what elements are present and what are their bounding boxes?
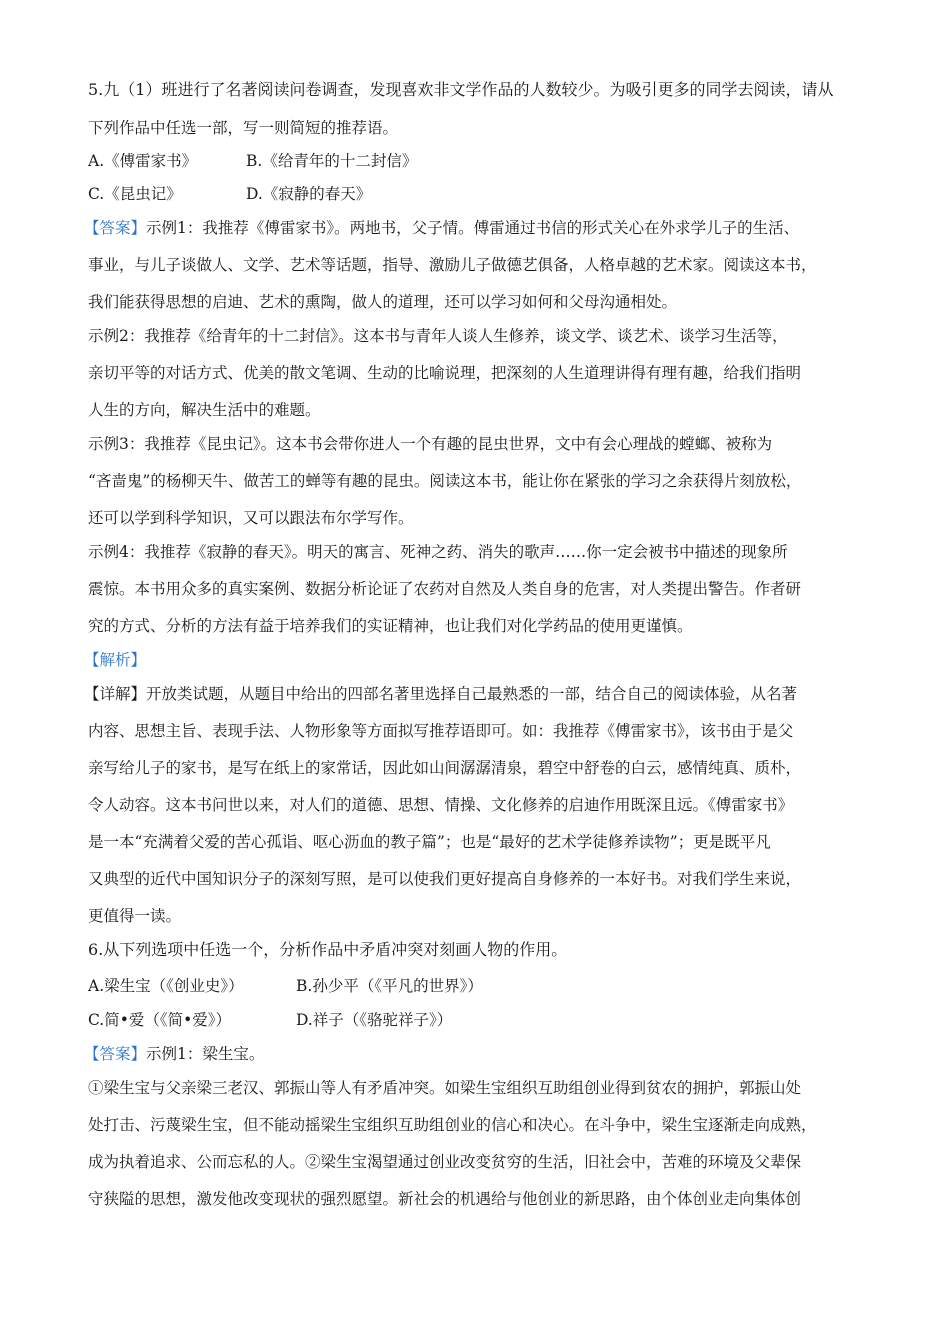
answer-text: 示例1：我推荐《傅雷家书》。两地书，父子情。傅雷通过书信的形式关心在外求学儿子的生活、 — [146, 219, 800, 237]
q5-option-c: C.《昆虫记》 — [88, 185, 182, 203]
q5-example-3-line-2: “吝啬鬼”的杨柳天牛、做苦工的蝉等有趣的昆虫。阅读这本书，能让你在紧张的学习之余获得片刻放松， — [88, 472, 802, 490]
q5-answer-line-3: 我们能获得思想的启迪、艺术的熏陶，做人的道理，还可以学习如何和父母沟通相处。 — [88, 293, 678, 311]
q6-option-b: B.孙少平（《平凡的世界》） — [296, 977, 483, 995]
q6-answer-line-5: 守狭隘的思想，激发他改变现状的强烈愿望。新社会的机遇给与他创业的新思路，由个体创业走向集体创 — [88, 1190, 802, 1208]
q6-options-cd — [88, 1010, 890, 1030]
q5-detail-line-5: 是一本“充满着父爱的苦心孤诣、呕心沥血的教子篇”；也是“最好的艺术学徒修养读物”；更是既平凡 — [88, 833, 771, 851]
q5-stem-line-1: 5.九（1）班进行了名著阅读问卷调查，发现喜欢非文学作品的人数较少。为吸引更多的同学去阅读，请从 — [88, 80, 834, 99]
q5-detail-line-1 — [84, 684, 890, 704]
q6-options-ab — [88, 976, 890, 996]
q5-options-ab — [88, 151, 890, 171]
answer-tag: 【答案】 — [84, 1045, 147, 1063]
q6-option-a: A.梁生宝（《创业史》） — [88, 977, 244, 995]
q6-answer-line-3: 处打击、污蔑梁生宝，但不能动摇梁生宝组织互助组创业的信心和决心。在斗争中，梁生宝逐渐走向成熟， — [88, 1116, 817, 1134]
q5-example-4-line-2: 震惊。本书用众多的真实案例、数据分析论证了农药对自然及人类自身的危害，对人类提出警告。作者研 — [88, 580, 802, 598]
q5-example-3-line-1: 示例3：我推荐《昆虫记》。这本书会带你进人一个有趣的昆虫世界，文中有会心理战的螳螂、被称为 — [88, 435, 773, 453]
q5-example-2-line-2: 亲切平等的对话方式、优美的散文笔调、生动的比喻说理，把深刻的人生道理讲得有理有趣，给我们指明 — [88, 364, 802, 382]
answer-text: 示例1：梁生宝。 — [146, 1045, 265, 1063]
answer-tag: 【答案】 — [84, 219, 147, 237]
q5-options-cd — [88, 184, 890, 204]
q6-answer-line-2: ①梁生宝与父亲梁三老汉、郭振山等人有矛盾冲突。如梁生宝组织互助组创业得到贫农的拥护，郭振山处 — [88, 1079, 802, 1097]
q5-example-2-line-1: 示例2：我推荐《给青年的十二封信》。这本书与青年人谈人生修养，谈文学、谈艺术、谈学习生活等， — [88, 327, 788, 345]
q5-example-3-line-3: 还可以学到科学知识，又可以跟法布尔学写作。 — [88, 509, 414, 527]
q5-detail-line-2: 内容、思想主旨、表现手法、人物形象等方面拟写推荐语即可。如：我推荐《傅雷家书》，该书由于是父 — [88, 722, 794, 740]
q5-answer-line-1 — [84, 218, 890, 238]
q5-detail-line-4: 令人动容。这本书问世以来，对人们的道德、思想、情操、文化修养的启迪作用既深且远。《傅雷家书》 — [88, 796, 794, 814]
q5-option-b: B.《给青年的十二封信》 — [246, 152, 418, 170]
q5-option-d: D.《寂静的春天》 — [246, 185, 372, 203]
q5-detail-line-6: 又典型的近代中国知识分子的深刻写照，是可以使我们更好提高自身修养的一本好书。对我们学生来说， — [88, 870, 802, 888]
q6-option-c: C.简•爱（《简•爱》） — [88, 1011, 232, 1029]
q6-answer-line-1 — [84, 1044, 890, 1064]
q6-stem: 6.从下列选项中任选一个，分析作品中矛盾冲突对刻画人物的作用。 — [88, 940, 568, 959]
detail-tag: 【详解】 — [84, 685, 147, 703]
q5-detail-line-7: 更值得一读。 — [88, 907, 182, 925]
q6-option-d: D.祥子（《骆驼祥子》） — [296, 1011, 453, 1029]
q5-example-4-line-3: 究的方式、分析的方法有益于培养我们的实证精神，也让我们对化学药品的使用更谨慎。 — [88, 617, 693, 635]
q5-detail-line-3: 亲写给儿子的家书，是写在纸上的家常话，因此如山间潺潺清泉，碧空中舒卷的白云，感情纯真、质朴， — [88, 759, 802, 777]
q5-analysis-tag — [84, 650, 890, 670]
q5-option-a: A.《傅雷家书》 — [88, 152, 198, 170]
q6-answer-line-4: 成为执着追求、公而忘私的人。②梁生宝渴望通过创业改变贫穷的生活，旧社会中，苦难的环境及父辈保 — [88, 1153, 802, 1171]
q5-example-4-line-1: 示例4：我推荐《寂静的春天》。明天的寓言、死神之药、消失的歌声……你一定会被书中描述的现象所 — [88, 543, 788, 561]
q5-stem-line-2: 下列作品中任选一部，写一则简短的推荐语。 — [88, 119, 399, 137]
analysis-tag: 【解析】 — [84, 651, 147, 669]
q5-example-2-line-3: 人生的方向，解决生活中的难题。 — [88, 401, 321, 419]
detail-text: 开放类试题，从题目中给出的四部名著里选择自己最熟悉的一部，结合自己的阅读体验，从名著 — [146, 685, 798, 703]
q5-answer-line-2: 事业，与儿子谈做人、文学、艺术等话题，指导、激励儿子做德艺俱备，人格卓越的艺术家。阅读这本书， — [88, 256, 817, 274]
